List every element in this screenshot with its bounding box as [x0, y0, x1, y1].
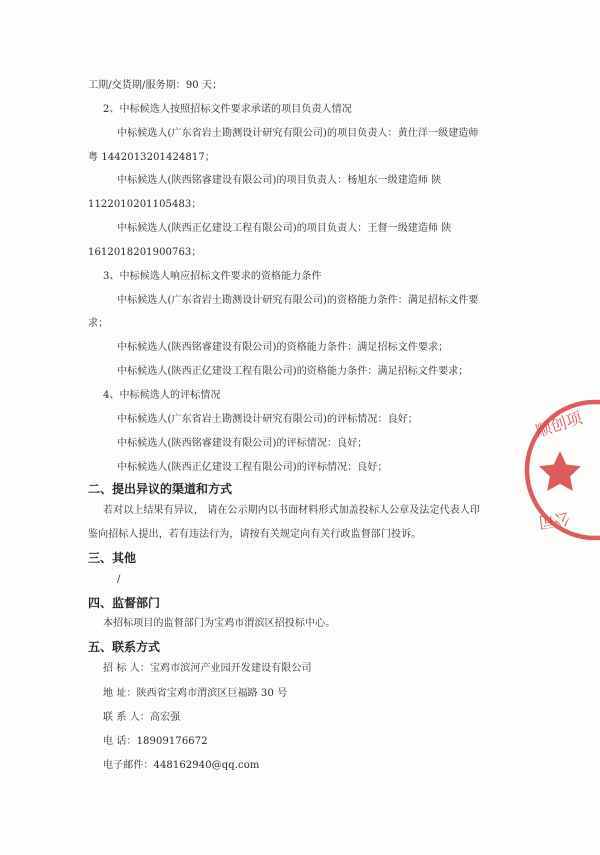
text-line: 鉴向招标人提出，若有违法行为，请按有关规定向有关行政监督部门投诉。: [88, 529, 422, 540]
contact-line: 电 话：18909176672: [103, 736, 208, 747]
section-heading: 五、联系方式: [88, 640, 161, 654]
text-line: 中标候选人(陕西正亿建设工程有限公司)的项目负责人：王督一级建造师 陕: [117, 223, 452, 234]
text-line: 1612018201900763；: [88, 247, 202, 258]
text-line: 若对以上结果有异议， 请在公示期内以书面材料形式加盖投标人公章及法定代表人印: [103, 505, 480, 516]
text-line: 3、中标候选人响应招标文件要求的资格能力条件: [103, 271, 322, 282]
text-line: 本招标项目的监督部门为宝鸡市渭滨区招投标中心。: [103, 618, 336, 629]
section-heading: 二、提出异议的渠道和方式: [88, 482, 233, 496]
text-line: 2、中标候选人按照招标文件要求承诺的项目负责人情况: [103, 104, 352, 115]
text-line: 1122010201105483；: [88, 199, 202, 210]
contact-line: 招 标 人：宝鸡市滨河产业园开发建设有限公司: [103, 663, 312, 674]
text-line: 中标候选人(陕西铭睿建设有限公司)的项目负责人：杨旭东一级建造师 陕: [117, 175, 442, 186]
contact-line: 电子邮件：448162940@qq.com: [103, 760, 260, 771]
text-line: 中标候选人(陕西正亿建设工程有限公司)的评标情况：良好；: [117, 462, 388, 473]
section-heading: 三、其他: [88, 551, 137, 565]
seal-text-top: 顺创项: [532, 408, 585, 441]
company-seal-icon: [520, 395, 600, 545]
contact-line: 联 系 人：高宏强: [103, 712, 181, 723]
text-line: /: [117, 574, 121, 585]
text-line: 求；: [88, 318, 109, 329]
seal-star-icon: [539, 451, 581, 491]
text-line: 工期/交货期/服务期：90 天；: [88, 80, 223, 91]
text-line: 中标候选人(广东省岩土勘测设计研究有限公司)的评标情况：良好；: [117, 414, 418, 425]
text-line: 4、中标候选人的评标情况: [103, 390, 221, 401]
text-line: 中标候选人(广东省岩土勘测设计研究有限公司)的资格能力条件：满足招标文件要: [117, 295, 479, 306]
seal-text-bottom: 公司: [537, 508, 572, 533]
text-line: 中标候选人(陕西铭睿建设有限公司)的资格能力条件：满足招标文件要求；: [117, 342, 449, 353]
text-line: 中标候选人(陕西铭睿建设有限公司)的评标情况：良好；: [117, 438, 368, 449]
text-line: 中标候选人(陕西正亿建设工程有限公司)的资格能力条件：满足招标文件要求；: [117, 366, 469, 377]
text-line: 中标候选人(广东省岩土勘测设计研究有限公司)的项目负责人：黄仕洋一级建造师: [117, 128, 479, 139]
section-heading: 四、监督部门: [88, 596, 161, 610]
text-line: 粤 1442013201424817；: [88, 152, 215, 163]
contact-line: 地 址：陕西省宝鸡市渭滨区巨福路 30 号: [103, 688, 288, 699]
